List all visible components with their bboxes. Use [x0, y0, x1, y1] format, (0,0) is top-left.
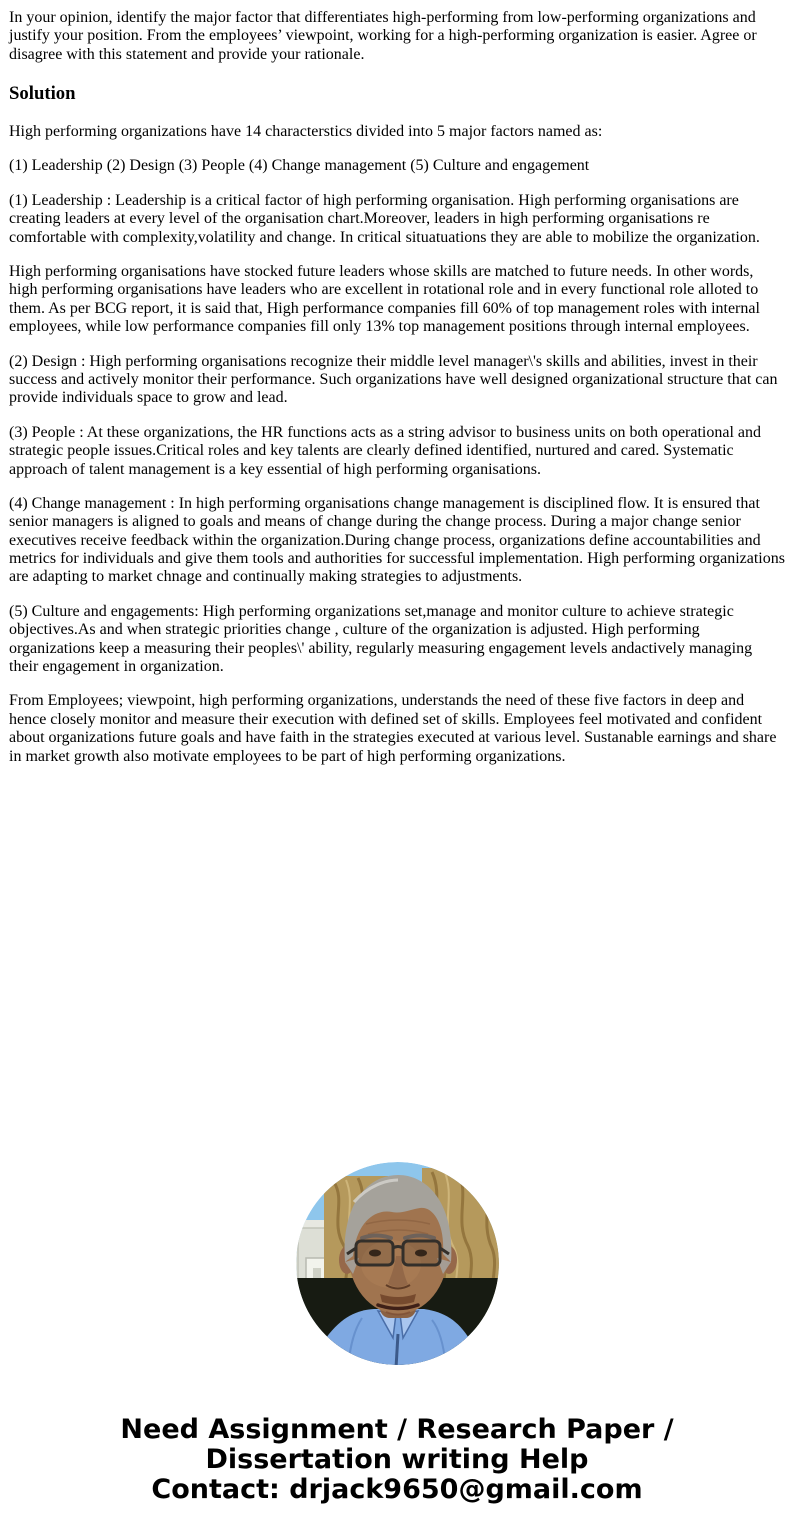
paragraph-employees-view: From Employees; viewpoint, high performing organizations, understands the need of these five factors in deep and hence closely monitor and measure their execution with defined set of skills. Employees feel motivated and confident about organizations future goals and have faith in the strategies executed at various level. Sustanable earnings and share in market growth also motivate employees to be part of high performing organizations. [9, 692, 777, 765]
paragraph-leadership: (1) Leadership : Leadership is a critical factor of high performing organisation. High performing organisations are creating leaders at every level of the organisation chart.Moreover, leaders in high performing organisations re comfortable with complexity,volatility and change. In critical situatuations they are able to mobilize the organization. [9, 191, 760, 246]
heading-solution: Solution [9, 82, 76, 104]
paragraph-culture: (5) Culture and engagements: High performing organizations set,manage and monitor culture to achieve strategic objectives.As and when strategic priorities change , culture of the organization is adjusted. High performing organizations keep a measuring their peoples\' ability, regularly measuring engagement levels andactively managing their engagement in organization. [9, 602, 753, 676]
promo-heading: Need Assignment / Research Paper / Dissertation writing Help [120, 1414, 674, 1475]
paragraph-question: In your opinion, identify the major factor that differentiates high-performing from low-performing organizations and justify your position. From the employees’ viewpoint, working for a high-performing organization is easier. Agree or disagree with this statement and provide your rationale. [9, 9, 757, 63]
presenter-photo-illustration [296, 1162, 499, 1365]
paragraph-people: (3) People : At these organizations, the HR functions acts as a string advisor to business units on both operational and strategic people issues.Critical roles and key talents are clearly defined identified, nurtured and cared. Systematic approach of talent management is a key essential of high performing organisations. [9, 423, 762, 478]
paragraph-factors-list: (1) Leadership (2) Design (3) People (4) Change management (5) Culture and engagement [9, 157, 590, 175]
promo-banner [24, 1415, 770, 1505]
paragraph-design: (2) Design : High performing organisations recognize their middle level manager\'s skills and abilities, invest in their success and actively monitor their performance. Such organizations have well designed organizational structure that can provide individuals space to grow and lead. [9, 352, 778, 407]
paragraph-intro: High performing organizations have 14 characterstics divided into 5 major factors named as: [9, 123, 603, 141]
paragraph-change-management: (4) Change management : In high performing organisations change management is disciplined flow. It is ensured that senior managers is aligned to goals and means of change during the change process. During a major change senior executives receive feedback within the organization.During change process, organizations define accountabilities and metrics for individuals and give them tools and authorities for successful implementation. High performing organizations are adapting to market chnage and continually making strategies to adjustments. [9, 494, 785, 586]
presenter-photo [296, 1162, 499, 1365]
paragraph-leadership-bcg: High performing organisations have stocked future leaders whose skills are matched to future needs. In other words, high performing organisations have leaders who are excellent in rotational role and in every functional role alloted to them. As per BCG report, it is said that, High performance companies fill 60% of top management roles with internal employees, while low performance companies fill only 13% top management positions through internal employees. [9, 263, 760, 336]
portrait-container [9, 1162, 785, 1365]
promo-contact: Contact: drjack9650@gmail.com [151, 1474, 643, 1505]
